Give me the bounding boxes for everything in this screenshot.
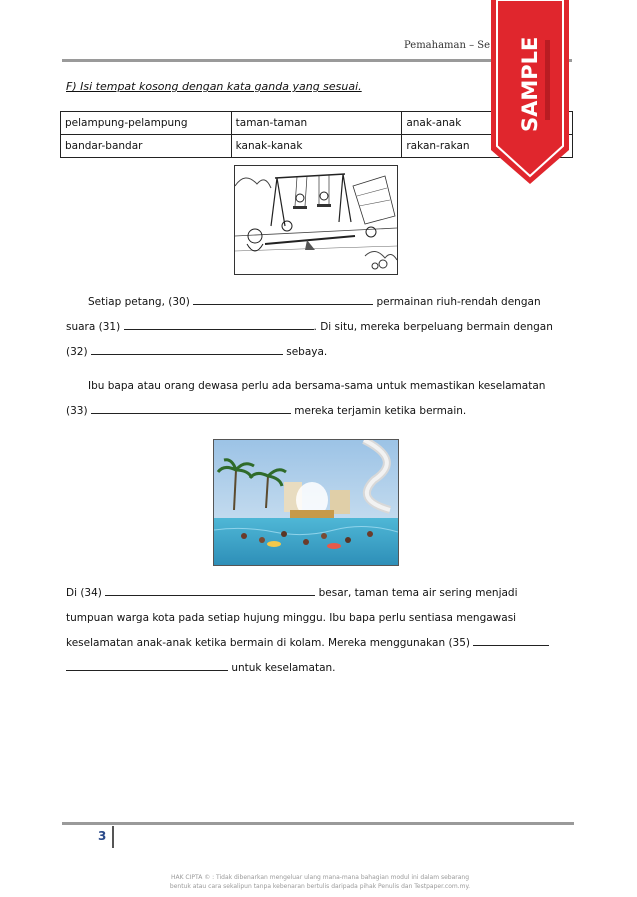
table-cell: rakan-rakan bbox=[402, 135, 573, 158]
text: tumpuan warga kota pada setiap hujung minggu. Ibu bapa perlu sentiasa mengawasi bbox=[66, 612, 517, 624]
text: (32) bbox=[66, 346, 88, 358]
text: untuk keselamatan. bbox=[231, 662, 336, 674]
answer-blank-35[interactable] bbox=[473, 635, 549, 646]
table-cell: pelampung-pelampung bbox=[61, 112, 232, 135]
paragraph-1 bbox=[66, 290, 566, 365]
page-number: 3 bbox=[98, 829, 107, 843]
paragraph-2 bbox=[66, 374, 566, 424]
table-cell: anak-anak bbox=[402, 112, 573, 135]
answer-blank-35-cont[interactable] bbox=[66, 660, 228, 671]
text: Setiap petang, (30) bbox=[88, 296, 190, 308]
copyright-line: bentuk atau cara sekalipun tanpa kebenaran bertulis daripada pihak Penulis dan Testpaper.com.my. bbox=[169, 883, 471, 890]
sample-watermark bbox=[489, 0, 571, 185]
copyright-notice bbox=[130, 873, 510, 891]
table-cell: bandar-bandar bbox=[61, 135, 232, 158]
answer-blank-32[interactable] bbox=[91, 344, 283, 355]
paragraph-3 bbox=[66, 581, 566, 681]
running-header: Pemahaman – Se bbox=[404, 40, 491, 51]
table-cell: kanak-kanak bbox=[231, 135, 402, 158]
answer-blank-33[interactable] bbox=[91, 403, 291, 414]
text: Ibu bapa atau orang dewasa perlu ada bersama-sama untuk memastikan keselamatan bbox=[88, 380, 546, 392]
footer-rule bbox=[62, 822, 574, 825]
text: (33) bbox=[66, 405, 88, 417]
answer-blank-34[interactable] bbox=[105, 585, 315, 596]
text: besar, taman tema air sering menjadi bbox=[318, 587, 518, 599]
text: . Di situ, mereka berpeluang bermain dengan bbox=[313, 321, 553, 333]
playground-illustration bbox=[234, 165, 398, 275]
page-number-divider bbox=[112, 826, 114, 848]
watermark-text: SAMPLE bbox=[518, 36, 542, 132]
text: suara (31) bbox=[66, 321, 121, 333]
text: keselamatan anak-anak ketika bermain di kolam. Mereka menggunakan (35) bbox=[66, 637, 471, 649]
text: Di (34) bbox=[66, 587, 102, 599]
answer-blank-31[interactable] bbox=[124, 319, 314, 330]
table-cell: taman-taman bbox=[231, 112, 402, 135]
text: permainan riuh-rendah dengan bbox=[376, 296, 541, 308]
water-park-photo bbox=[213, 439, 399, 566]
answer-blank-30[interactable] bbox=[193, 294, 373, 305]
copyright-line: HAK CIPTA © : Tidak dibenarkan mengeluar ulang mana-mana bahagian modul ini dalam sebarang bbox=[170, 874, 470, 881]
section-title: F) Isi tempat kosong dengan kata ganda yang sesuai. bbox=[66, 80, 362, 93]
text: sebaya. bbox=[286, 346, 328, 358]
text: mereka terjamin ketika bermain. bbox=[294, 405, 467, 417]
